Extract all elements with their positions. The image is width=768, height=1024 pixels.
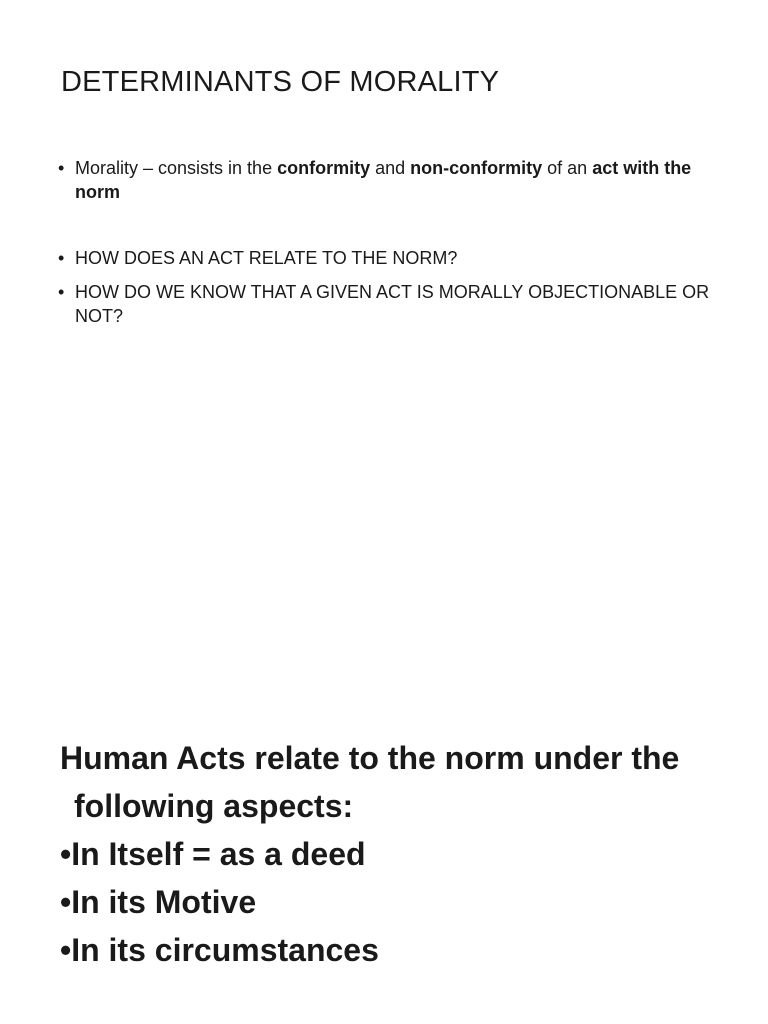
definition-list <box>58 156 718 204</box>
definition-bold-conformity: conformity <box>277 158 371 178</box>
aspects-lead: Human Acts relate to the norm under the following aspects: <box>60 740 680 824</box>
definition-text-3: of an <box>542 158 593 178</box>
bullet-dot: • <box>58 248 65 268</box>
definition-text-1: Morality – consists in the <box>75 158 278 178</box>
bullet-question-1 <box>58 246 718 270</box>
bullet-dot: • <box>60 932 72 968</box>
bullet-question-2 <box>58 280 718 328</box>
bullet-morality-definition <box>58 156 718 204</box>
aspect-text: In Itself = as a deed <box>71 836 366 872</box>
question-list <box>58 246 718 328</box>
definition-bold-non-conformity: non-conformity <box>410 158 543 178</box>
question-1-text: HOW DOES AN ACT RELATE TO THE NORM? <box>75 248 458 268</box>
slide-title: DETERMINANTS OF MORALITY <box>61 66 500 98</box>
definition-text-2: and <box>370 158 411 178</box>
bullet-dot: • <box>58 282 65 302</box>
bullet-dot: • <box>60 836 72 872</box>
bullet-dot: • <box>60 884 72 920</box>
aspect-motive <box>60 878 740 926</box>
question-2-text: HOW DO WE KNOW THAT A GIVEN ACT IS MORALLY OBJECTIONABLE OR NOT? <box>75 282 710 326</box>
aspect-in-itself <box>60 830 740 878</box>
aspect-text: In its circumstances <box>71 932 379 968</box>
aspect-circumstances <box>60 926 740 974</box>
aspect-text: In its Motive <box>71 884 257 920</box>
aspects-list <box>60 734 740 974</box>
definition-bold-act-norm: act with the norm <box>75 158 692 202</box>
bullet-dot: • <box>58 158 65 178</box>
